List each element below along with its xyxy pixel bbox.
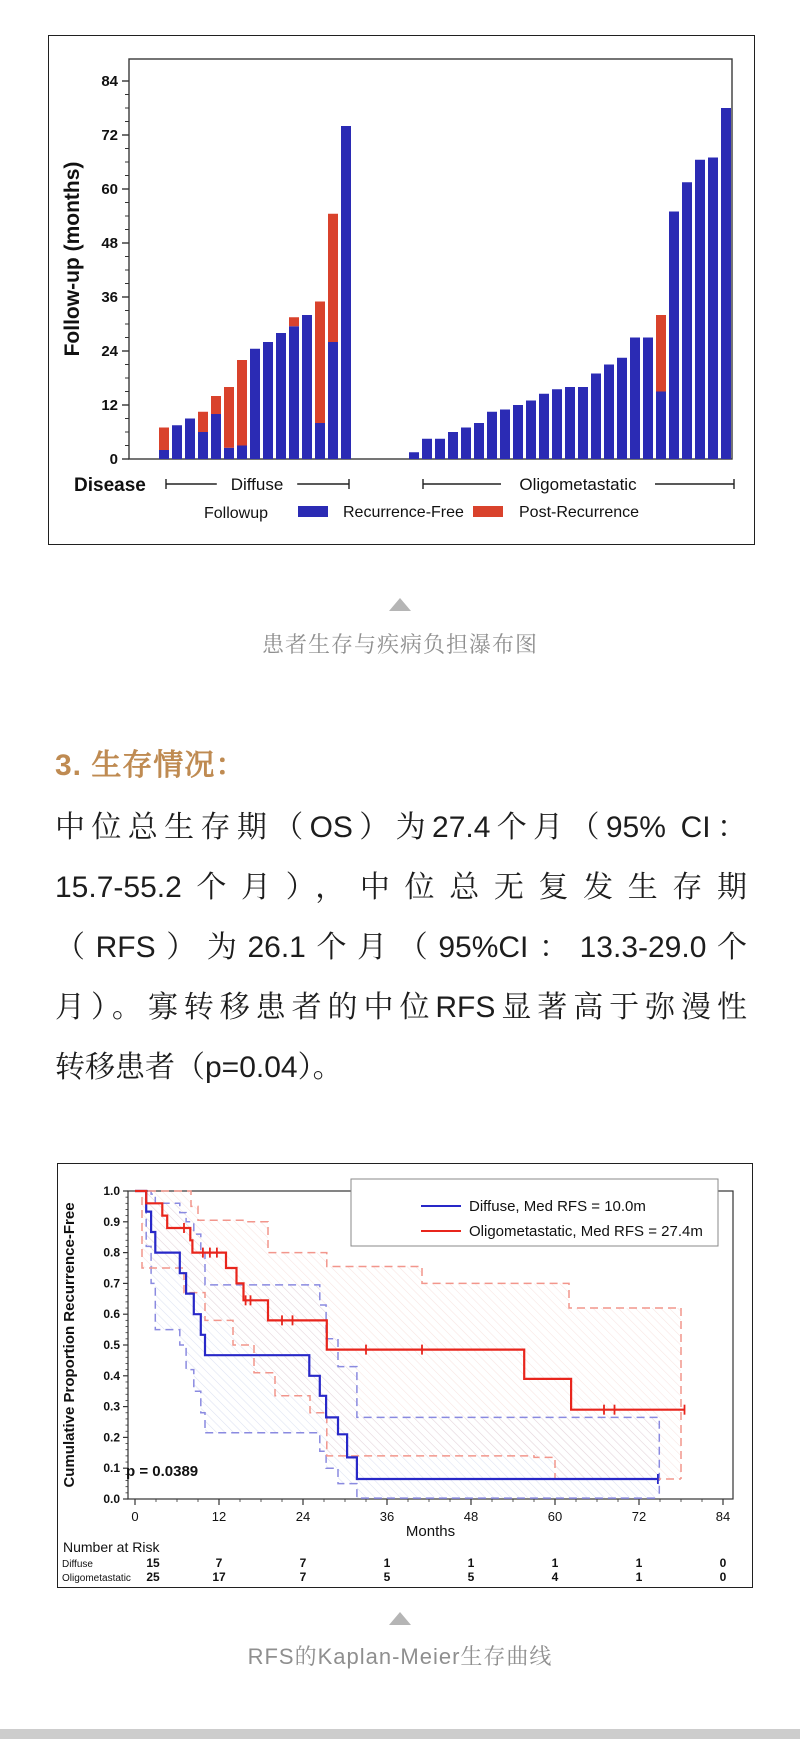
- risk-value: 1: [635, 1556, 643, 1570]
- bar-recurrence-free: [341, 126, 351, 459]
- bar-recurrence-free: [448, 432, 458, 459]
- legend-label: Diffuse, Med RFS = 10.0m: [469, 1198, 646, 1215]
- risk-value: 7: [299, 1556, 307, 1570]
- risk-value: 1: [551, 1556, 559, 1570]
- km-chart: [58, 1164, 751, 1586]
- legend-title: Followup: [204, 505, 269, 522]
- legend-label: Oligometastatic, Med RFS = 27.4m: [469, 1223, 703, 1240]
- bar-recurrence-free: [617, 358, 627, 459]
- svg-text:0.5: 0.5: [103, 1338, 120, 1352]
- x-axis-label: Months: [405, 1523, 456, 1540]
- bar-recurrence-free: [539, 394, 549, 459]
- paragraph-line: 中位总生存期（OS）为27.4个月（95% CI：: [55, 811, 747, 844]
- bar-recurrence-free: [695, 160, 705, 459]
- bar-post-recurrence: [328, 214, 338, 342]
- svg-text:36: 36: [101, 289, 118, 306]
- svg-text:12: 12: [101, 397, 118, 414]
- bar-recurrence-free: [422, 439, 432, 459]
- bar-post-recurrence: [237, 360, 247, 446]
- bar-recurrence-free: [591, 374, 601, 460]
- risk-value: 15: [146, 1556, 160, 1570]
- legend-label: Post-Recurrence: [519, 504, 640, 521]
- svg-text:84: 84: [715, 1509, 731, 1524]
- risk-table-title: Number at Risk: [63, 1539, 160, 1555]
- p-value: p = 0.0389: [126, 1463, 199, 1480]
- bar-recurrence-free: [513, 405, 523, 459]
- bar-recurrence-free: [708, 158, 718, 460]
- bar-recurrence-free: [630, 338, 640, 460]
- y-axis-label: Follow-up (months): [61, 161, 84, 357]
- risk-row-name: Oligometastatic: [62, 1573, 131, 1584]
- disease-label: Disease: [74, 475, 146, 496]
- bar-post-recurrence: [159, 428, 169, 451]
- svg-text:0.6: 0.6: [103, 1307, 120, 1322]
- bar-recurrence-free: [474, 423, 484, 459]
- risk-value: 7: [215, 1556, 223, 1570]
- bar-recurrence-free: [526, 401, 536, 460]
- legend-swatch-post-recurrence: [473, 506, 503, 517]
- svg-text:0.2: 0.2: [103, 1430, 120, 1445]
- bar-group-diffuse: [159, 126, 351, 459]
- x-axis: [131, 1499, 730, 1524]
- svg-text:24: 24: [295, 1509, 311, 1524]
- bar-post-recurrence: [211, 396, 221, 414]
- svg-text:36: 36: [379, 1509, 395, 1524]
- svg-text:72: 72: [631, 1509, 647, 1524]
- svg-text:60: 60: [547, 1509, 563, 1524]
- bar-recurrence-free: [250, 349, 260, 459]
- bar-recurrence-free: [172, 425, 182, 459]
- waterfall-chart: [49, 36, 753, 543]
- bar-recurrence-free: [500, 410, 510, 460]
- bar-post-recurrence: [656, 315, 666, 392]
- y-axis: [103, 1184, 128, 1506]
- bar-group-oligometastatic: [409, 108, 731, 459]
- group-label: Oligometastatic: [519, 475, 637, 494]
- risk-value: 1: [383, 1556, 391, 1570]
- waterfall-figure-card: [48, 35, 755, 545]
- bar-recurrence-free: [198, 432, 208, 459]
- paragraph-line: 15.7-55.2个月），中位总无复发生存期: [55, 871, 747, 904]
- bar-recurrence-free: [159, 450, 169, 459]
- bar-recurrence-free: [682, 182, 692, 459]
- svg-text:48: 48: [101, 235, 118, 252]
- svg-text:0.7: 0.7: [103, 1276, 120, 1291]
- bar-recurrence-free: [302, 315, 312, 459]
- risk-value: 5: [383, 1570, 391, 1584]
- paragraph-line: （RFS）为26.1个月（95%CI：13.3-29.0个: [55, 931, 747, 964]
- risk-value: 5: [467, 1570, 475, 1584]
- bar-recurrence-free: [721, 108, 731, 459]
- bar-recurrence-free: [669, 212, 679, 460]
- bar-recurrence-free: [487, 412, 497, 459]
- risk-row-name: Diffuse: [62, 1559, 93, 1570]
- svg-text:0: 0: [109, 451, 118, 468]
- bar-recurrence-free: [276, 333, 286, 459]
- bar-recurrence-free: [643, 338, 653, 460]
- bar-recurrence-free: [328, 342, 338, 459]
- svg-text:24: 24: [101, 343, 118, 360]
- bar-post-recurrence: [289, 317, 299, 326]
- risk-table: [62, 1539, 727, 1584]
- paragraph-line: 月）。寡转移患者的中位RFS显著高于弥漫性: [55, 991, 747, 1024]
- body-paragraph: [55, 798, 747, 1098]
- svg-text:0.0: 0.0: [103, 1492, 120, 1506]
- bar-recurrence-free: [461, 428, 471, 460]
- risk-value: 0: [719, 1570, 727, 1584]
- bar-recurrence-free: [552, 389, 562, 459]
- risk-value: 4: [551, 1570, 559, 1584]
- risk-value: 25: [146, 1570, 160, 1584]
- km-legend: [351, 1179, 718, 1246]
- bar-recurrence-free: [263, 342, 273, 459]
- bar-recurrence-free: [578, 387, 588, 459]
- svg-text:72: 72: [101, 127, 118, 144]
- bar-post-recurrence: [224, 387, 234, 448]
- svg-text:0.8: 0.8: [103, 1245, 120, 1260]
- figure1-caption: 患者生存与疾病负担瀑布图: [261, 632, 538, 657]
- group-label: Diffuse: [230, 475, 284, 494]
- y-axis: [101, 73, 129, 468]
- svg-text:48: 48: [463, 1509, 479, 1524]
- risk-value: 1: [635, 1570, 643, 1584]
- svg-text:0.9: 0.9: [103, 1214, 120, 1229]
- legend-swatch-recurrence-free: [298, 506, 328, 517]
- bar-recurrence-free: [289, 326, 299, 459]
- svg-text:84: 84: [101, 73, 118, 90]
- bar-recurrence-free: [237, 446, 247, 460]
- legend-label: Recurrence-Free: [343, 504, 464, 521]
- km-figure-card: [57, 1163, 753, 1588]
- svg-text:0: 0: [131, 1509, 139, 1524]
- risk-value: 7: [299, 1570, 307, 1584]
- figure2-caption: RFS的Kaplan-Meier生存曲线: [247, 1644, 553, 1669]
- section-heading: 3. 生存情况：: [55, 749, 247, 782]
- svg-text:0.4: 0.4: [103, 1368, 120, 1383]
- svg-text:60: 60: [101, 181, 118, 198]
- bar-recurrence-free: [604, 365, 614, 460]
- bar-recurrence-free: [315, 423, 325, 459]
- svg-text:1.0: 1.0: [103, 1184, 120, 1198]
- disease-row: [74, 475, 734, 496]
- waterfall-legend: [204, 504, 639, 522]
- svg-text:0.3: 0.3: [103, 1399, 120, 1414]
- paragraph-line: 转移患者（p=0.04）。: [55, 1051, 343, 1084]
- bar-post-recurrence: [315, 302, 325, 424]
- bar-recurrence-free: [211, 414, 221, 459]
- bar-recurrence-free: [656, 392, 666, 460]
- bar-recurrence-free: [224, 448, 234, 459]
- bar-recurrence-free: [185, 419, 195, 460]
- risk-value: 17: [212, 1570, 226, 1584]
- bar-post-recurrence: [198, 412, 208, 432]
- bar-recurrence-free: [435, 439, 445, 459]
- bar-recurrence-free: [565, 387, 575, 459]
- svg-text:12: 12: [211, 1509, 227, 1524]
- y-axis-label: Cumulative Proportion Recurrence-Free: [61, 1202, 78, 1488]
- risk-value: 0: [719, 1556, 727, 1570]
- bar-recurrence-free: [409, 452, 419, 459]
- page-bottom-divider: [0, 1729, 800, 1739]
- svg-text:0.1: 0.1: [103, 1461, 120, 1476]
- caption-arrow-icon: [389, 598, 411, 611]
- caption-arrow-icon: [389, 1612, 411, 1625]
- risk-value: 1: [467, 1556, 475, 1570]
